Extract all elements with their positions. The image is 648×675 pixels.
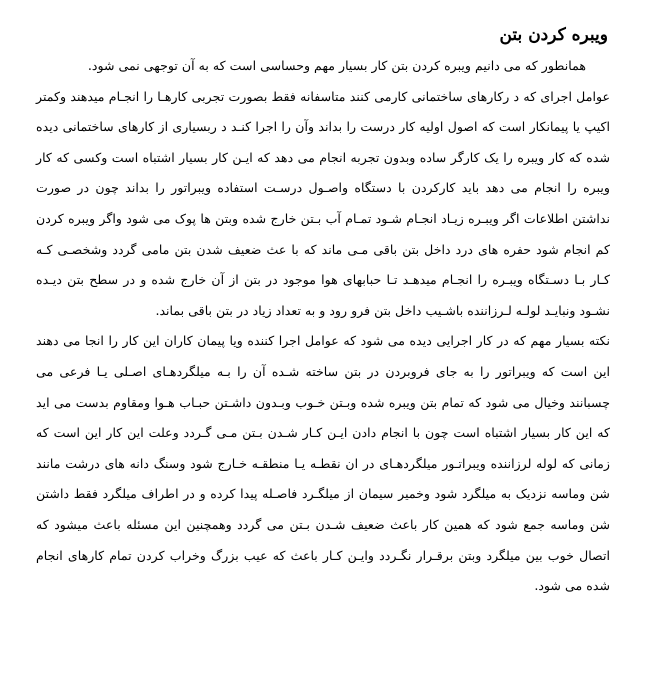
intro-paragraph: همانطور که می دانیم ویبره کردن بتن کار بسیار مهم وحساسی است که به آن توجهی نمی شود. [87,58,586,73]
body-paragraph-rebar-contact: نکته بسیار مهم که در کار اجرایی دیده می شود که عوامل اجرا کننده ویا پیمان کاران این کار را انجا می دهند این است که ویبراتور را به جای فروبردن در بتن ساخته شـده آن را بـه میلگردهـای اصـلی یـا فرعی می چسبانند وخیال می شود که تمام بتن ویبره شده وبـتن خـوب وبـدون داشـتن حبـاب هـوا ومقاوم بدست می اید که این کار بسیار اشتباه است چون با انجام دادن ایـن کـار شـدن بـتن مـی گـردد وعلت این کار این است که زمانی که لوله لرزاننده ویبراتـور میلگردهـای در ان نقطـه یـا منطقـه خـارج شود وسنگ دانه های درشت مانند شن وماسه نزدیک به میلگرد شود وخمیر سیمان از میلگـرد فاصـله پیدا کرده و در اطراف میلگرد فقط داشتن شن وماسه جمع شود که همین کار باعث ضعیف شـدن بـتن می گردد وهمچنین این مسئله باعث میشود که اتصال خوب بین میلگرد وبتن برقـرار نگـردد وایـن کـار باعث که عیب بزرگ وخراب کردن تمام کارهای انجام شده می شود. [36,333,610,594]
document-title: ویبره کردن بتن [499,25,608,45]
body-paragraph-vibration-operators: عوامل اجرای که د رکارهای ساختمانی کارمی کنند متاسفانه فقط بصورت تجربی کارهـا را انجـام میدهند وکمتر اکیپ یا پیمانکار است که اصول اولیه کار درست را بداند وآن را اجرا کنـد د ربسیاری از کارهای ساختمانی دیده شده که کار ویبره را یک کارگر ساده وبدون تجربه انجام می دهد که ایـن کار بسیار اشتباه است وکسی که کار ویبره را انجام می دهد باید کارکردن با دستگاه واصـول درسـت استفاده ویبراتور را بداند چون در صورت نداشتن اطلاعات اگر ویبـره زیـاد انجـام شـود تمـام آب بـتن خارج شده وبتن ها پوک می شود واگر ویبره کردن کم انجام شود حفره های درد داخل بتن باقی مـی ماند که با عث ضعیف شدن بتن مامی گردد وشخصـی کـه کـار بـا دسـتگاه ویبـره را انجـام میدهـد تـا حبابهای هوا موجود در بتن از آن خارج شده و در سطح بتن دیـده نشـود ونبایـد لولـه لـرزاننده باشـیب داخل بتن فرو رود و به تعداد زیاد در بتن باقی بماند. [36,88,610,318]
